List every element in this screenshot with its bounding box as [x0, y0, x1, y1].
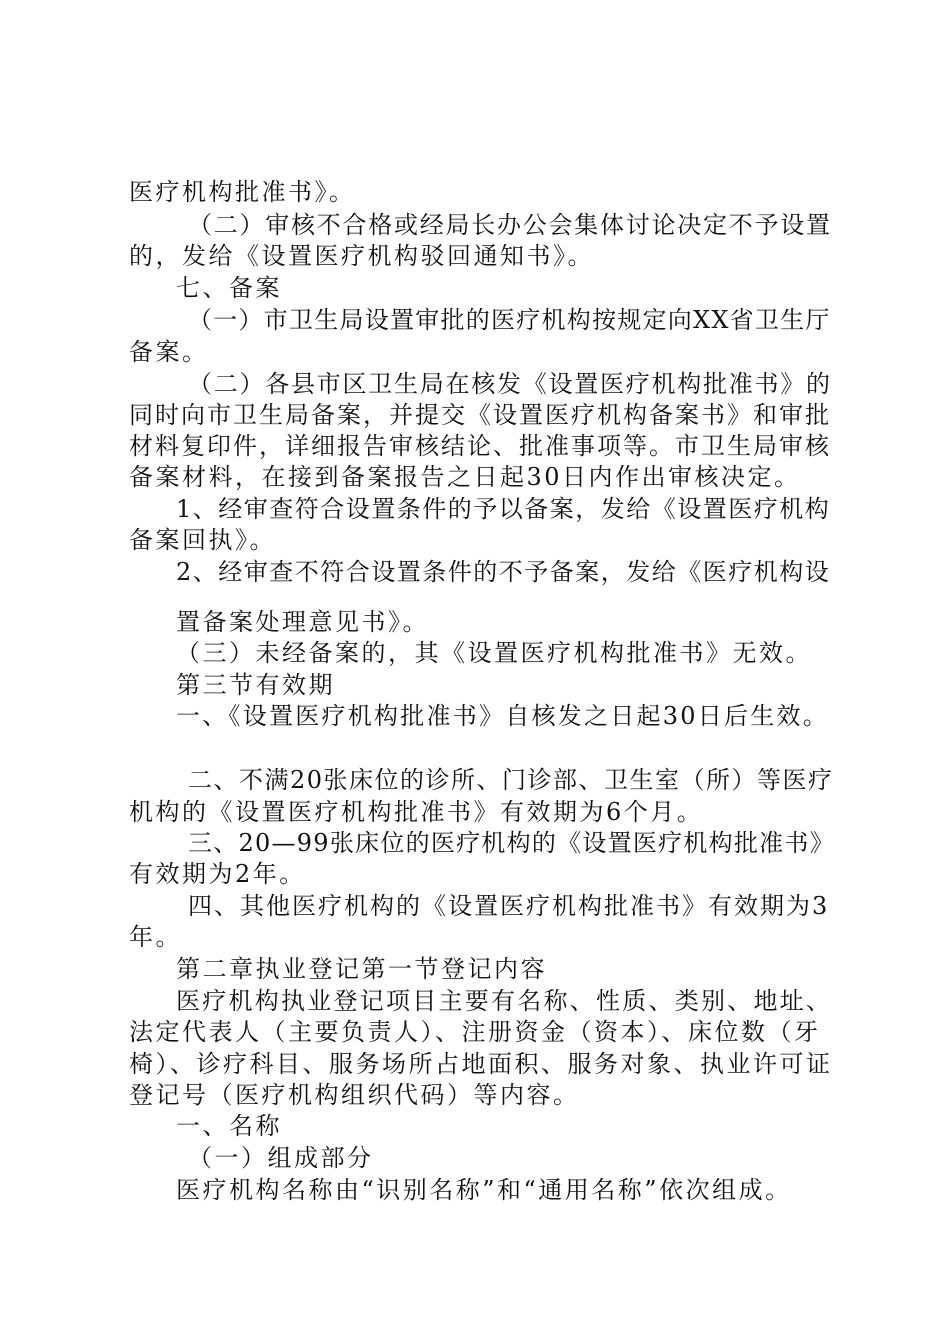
chapter-heading: 第二章执业登记第一节登记内容 — [176, 955, 547, 983]
text-line: 材料复印件，详细报告审核结论、批准事项等。市卫生局审核 — [129, 432, 831, 460]
text-line: 的，发给《设置医疗机构驳回通知书》。 — [129, 242, 594, 270]
text-line: 登记号（医疗机构组织代码）等内容。 — [129, 1081, 580, 1109]
text-line: 一、《设置医疗机构批准书》自核发之日起30日后生效。 — [176, 702, 830, 730]
text-line: 同时向市卫生局备案，并提交《设置医疗机构备案书》和审批 — [129, 401, 831, 429]
text-line: 椅）、诊疗科目、服务场所占地面积、服务对象、执业许可证 — [129, 1050, 833, 1078]
text-line: （一）市卫生局设置审批的医疗机构按规定向XX省卫生厅 — [188, 306, 831, 334]
text-line: （二）各县市区卫生局在核发《设置医疗机构批准书》的 — [188, 370, 832, 398]
text-line: 备案回执》。 — [129, 526, 276, 554]
text-line: 年。 — [129, 923, 182, 951]
text-line: 医疗机构名称由“识别名称”和“通用名称”依次组成。 — [176, 1176, 792, 1204]
text-line: 备案。 — [129, 338, 209, 366]
text-line: 备案材料，在接到备案报告之日起30日内作出审核决定。 — [129, 463, 801, 491]
text-line: 置备案处理意见书》。 — [176, 608, 429, 636]
text-line: 二、不满20张床位的诊所、门诊部、卫生室（所）等医疗 — [188, 766, 834, 794]
text-line: 2、经审查不符合设置条件的不予备案，发给《医疗机构设 — [176, 558, 831, 586]
text-line: 有效期为2年。 — [129, 860, 306, 888]
text-line: （二）审核不合格或经局长办公会集体讨论决定不予设置 — [188, 211, 832, 239]
text-line: 医疗机构执业登记项目主要有名称、性质、类别、地址、 — [176, 987, 833, 1015]
text-line: 医疗机构批准书》。 — [129, 178, 356, 206]
text-line: 1、经审查符合设置条件的予以备案，发给《设置医疗机构 — [176, 495, 831, 523]
text-line: 法定代表人（主要负责人）、注册资金（资本）、床位数（牙 — [129, 1018, 821, 1046]
section-heading: 七、备案 — [176, 274, 282, 302]
text-line: 四、其他医疗机构的《设置医疗机构批准书》有效期为3 — [188, 892, 830, 920]
text-line: （三）未经备案的，其《设置医疗机构批准书》无效。 — [176, 639, 812, 667]
section-heading: 一、名称 — [176, 1112, 282, 1140]
section-heading: 第三节有效期 — [176, 671, 335, 699]
text-line: 三、20—99张床位的医疗机构的《设置医疗机构批准书》 — [188, 829, 835, 857]
text-line: 机构的《设置医疗机构批准书》有效期为6个月。 — [129, 798, 704, 826]
text-line: （一）组成部分 — [188, 1144, 374, 1172]
